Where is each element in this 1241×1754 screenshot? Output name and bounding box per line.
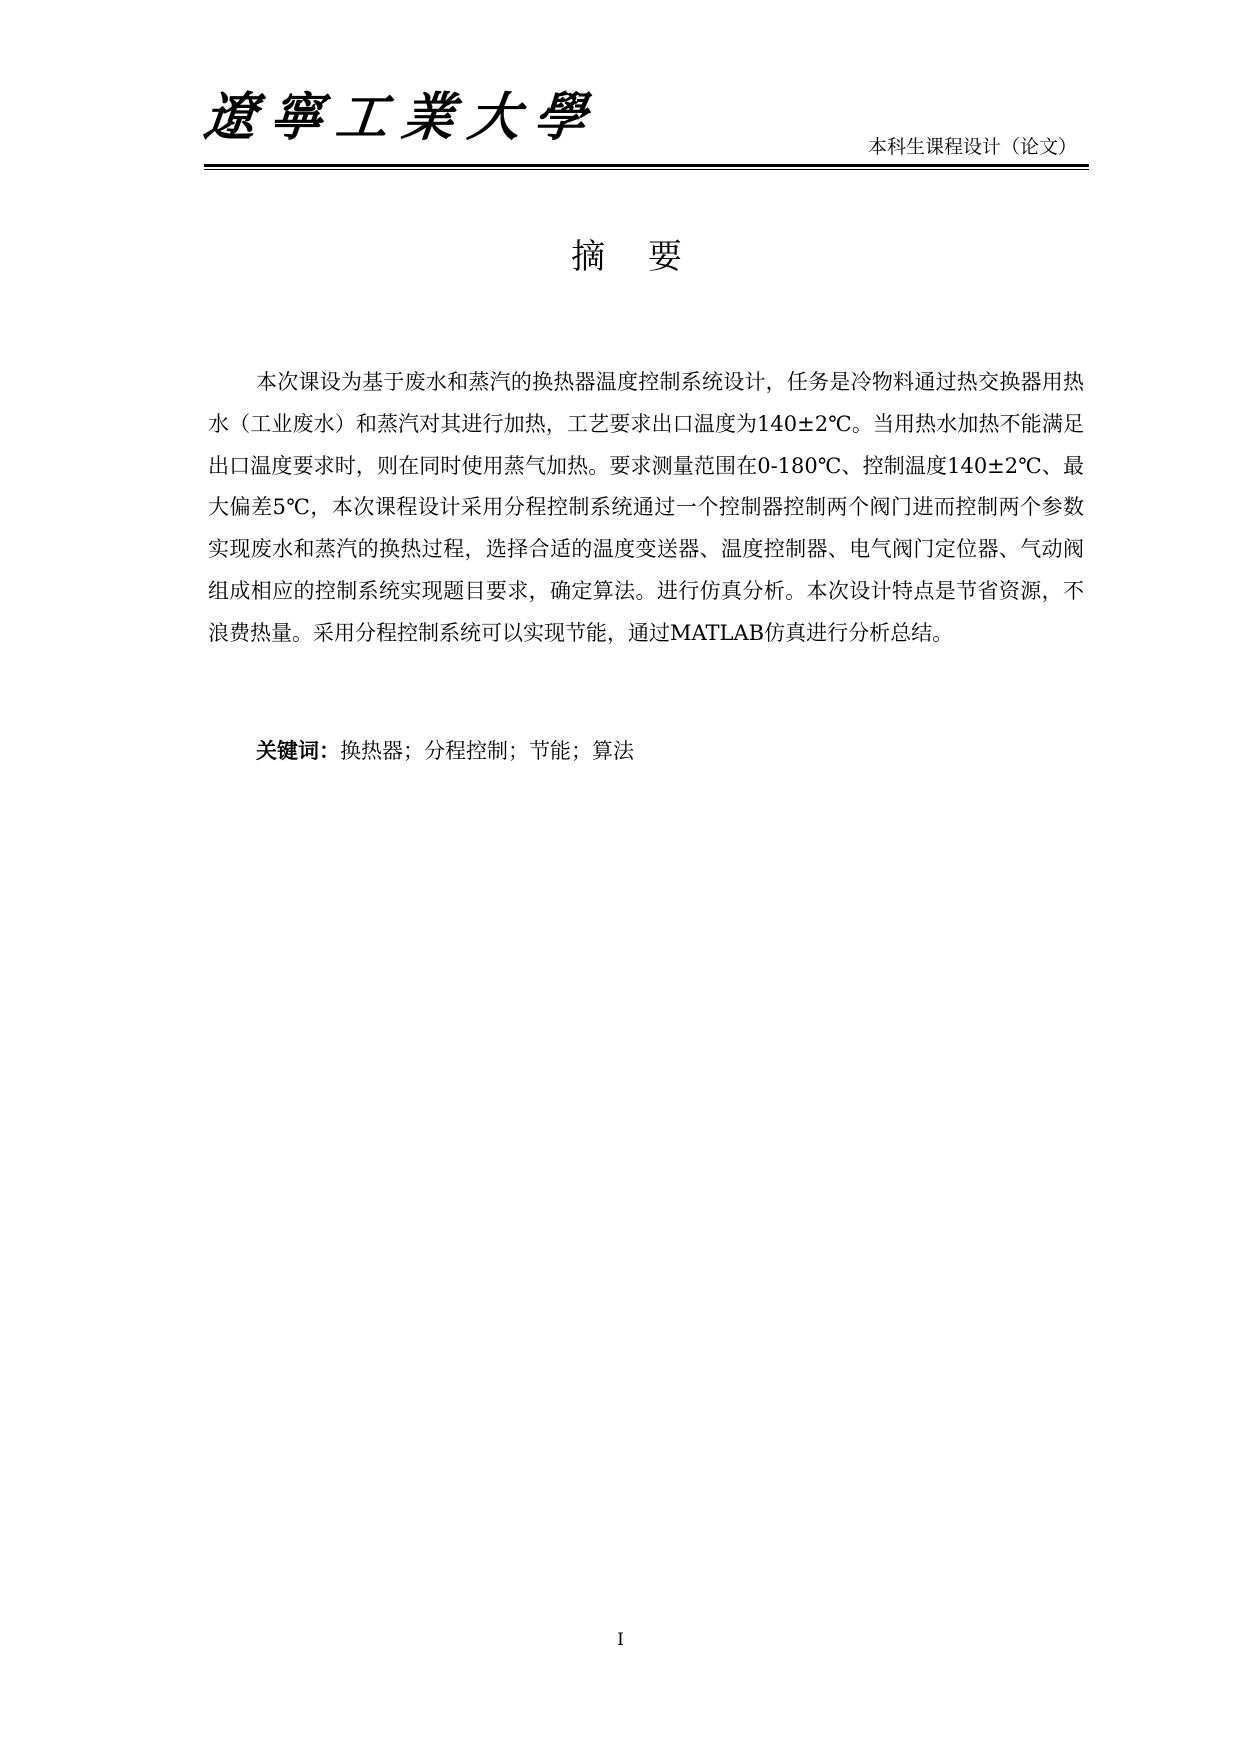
university-logo: 遼寧工業大學 — [200, 87, 604, 148]
abstract-heading: 摘 要 — [571, 237, 698, 277]
page-number: I — [617, 1630, 624, 1650]
page-header — [200, 78, 1089, 170]
keywords-list: 换热器；分程控制；节能；算法 — [340, 739, 634, 763]
keywords-label: 关键词： — [256, 739, 340, 763]
abstract-body: 本次课设为基于废水和蒸汽的换热器温度控制系统设计，任务是冷物料通过热交换器用热水（工业废水）和蒸汽对其进行加热，工艺要求出口温度为140±2℃。当用热水加热不能满足出口温度要求时，则在同时使用蒸气加热。要求测量范围在0-180℃、控制温度140±2℃、最大偏差5℃，本次课程设计采用分程控制系统通过一个控制器控制两个阀门进而控制两个参数实现废水和蒸汽的换热过程，选择合适的温度变送器、温度控制器、电气阀门定位器、气动阀组成相应的控制系统实现题目要求，确定算法。进行仿真分析。本次设计特点是节省资源，不浪费热量。采用分程控制系统可以实现节能，通过MATLAB仿真进行分析总结。 — [208, 370, 1084, 645]
header-title: 本科生课程设计（论文） — [867, 136, 1077, 158]
header-rule-thin — [204, 169, 1089, 170]
keywords-line — [256, 733, 634, 769]
header-rule-thick — [204, 164, 1089, 167]
